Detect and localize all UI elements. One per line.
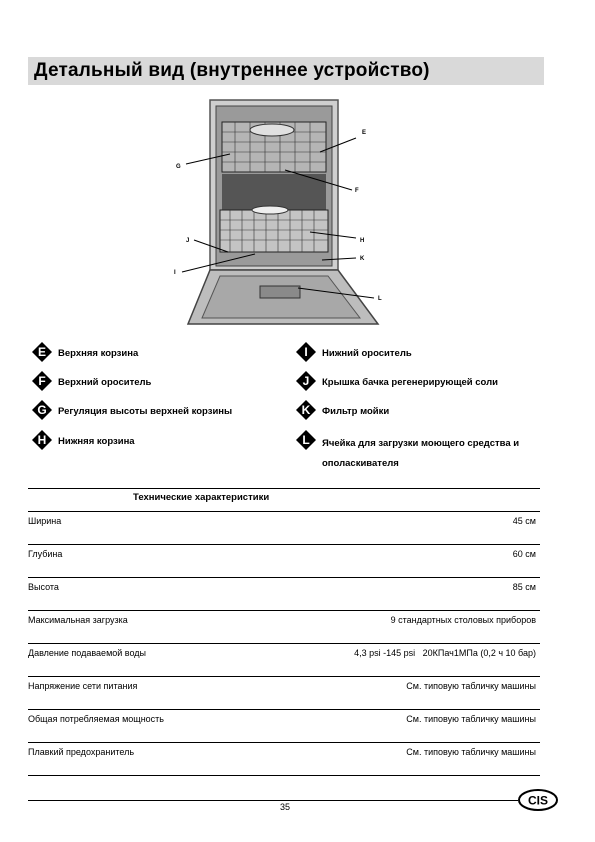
spec-label: Ширина xyxy=(28,516,62,526)
legend-label: Верхняя корзина xyxy=(58,348,139,359)
legend-item-e xyxy=(32,342,138,362)
spec-label: Высота xyxy=(28,582,59,592)
legend-label: Фильтр мойки xyxy=(322,406,390,417)
legend-label: Верхний ороситель xyxy=(58,377,152,388)
diamond-badge-icon: G xyxy=(32,400,52,420)
diamond-badge-icon: I xyxy=(296,342,316,362)
diamond-badge-icon: F xyxy=(32,371,52,391)
legend-label: Нижняя корзина xyxy=(58,436,135,447)
callout-letter: L xyxy=(378,296,382,302)
legend-label: Регуляция высоты верхней корзины xyxy=(58,406,233,417)
spec-label: Плавкий предохранитель xyxy=(28,747,135,757)
spec-value: 45 см xyxy=(512,516,536,526)
callout-letter: E xyxy=(362,130,367,136)
dishwasher-illustration xyxy=(160,92,420,332)
table-row xyxy=(28,742,540,775)
spec-label: Давление подаваемой воды xyxy=(28,648,146,658)
callout-letter: G xyxy=(176,164,181,170)
legend-label: Нижний ороситель xyxy=(322,348,412,359)
spec-value: См. типовую табличку машины xyxy=(406,681,536,691)
diamond-badge-icon: J xyxy=(296,371,316,391)
spec-value: 85 см xyxy=(512,582,536,592)
spec-label: Напряжение сети питания xyxy=(28,681,138,691)
footer-divider xyxy=(28,800,518,801)
spec-value: См. типовую табличку машины xyxy=(406,747,536,757)
callout-letter: I xyxy=(174,270,176,276)
callout-letter: K xyxy=(360,256,365,262)
legend-item-f xyxy=(32,371,151,391)
spec-value: 4,3 psi -145 psi 20КПач1МПа (0,2 ч 10 бар) xyxy=(354,648,536,658)
spec-label: Общая потребляемая мощность xyxy=(28,714,164,724)
table-row xyxy=(28,577,540,610)
callout-letter: H xyxy=(360,238,365,244)
table-row xyxy=(28,643,540,676)
table-row xyxy=(28,709,540,742)
legend-label: Ячейка для загрузки моющего средства и ополаскивателя xyxy=(322,438,520,469)
diamond-badge-icon: H xyxy=(32,430,52,450)
title-bar xyxy=(28,57,544,85)
specs-table xyxy=(28,488,540,776)
spec-value: 60 см xyxy=(512,549,536,559)
legend-item-k xyxy=(296,400,389,420)
spec-label: Максимальная загрузка xyxy=(28,615,128,625)
legend-item-i xyxy=(296,342,412,362)
legend-item-h xyxy=(32,430,135,450)
callout-letter: F xyxy=(355,188,359,194)
table-row xyxy=(28,676,540,709)
table-row xyxy=(28,610,540,643)
legend-label: Крышка бачка регенерирующей соли xyxy=(322,377,498,388)
diamond-badge-icon: E xyxy=(32,342,52,362)
spec-label: Глубина xyxy=(28,549,63,559)
table-bottom-rule xyxy=(28,775,540,776)
legend-item-j xyxy=(296,371,498,391)
logo-text: CIS xyxy=(527,793,549,808)
diamond-badge-icon: K xyxy=(296,400,316,420)
table-row xyxy=(28,511,540,544)
cis-logo-icon xyxy=(518,789,558,811)
legend-item-l xyxy=(296,430,536,474)
table-row xyxy=(28,544,540,577)
page-title: Детальный вид (внутреннее устройство) xyxy=(34,60,430,81)
spec-value: См. типовую табличку машины xyxy=(406,714,536,724)
dishwasher-diagram xyxy=(160,92,420,332)
diamond-badge-icon: L xyxy=(296,430,316,450)
specs-header xyxy=(28,488,540,511)
legend-item-g xyxy=(32,400,232,420)
spec-value: 9 стандартных столовых приборов xyxy=(390,615,536,625)
page-number: 35 xyxy=(280,802,291,812)
specs-title: Технические характеристики xyxy=(133,492,270,503)
callout-letter: J xyxy=(186,238,190,244)
